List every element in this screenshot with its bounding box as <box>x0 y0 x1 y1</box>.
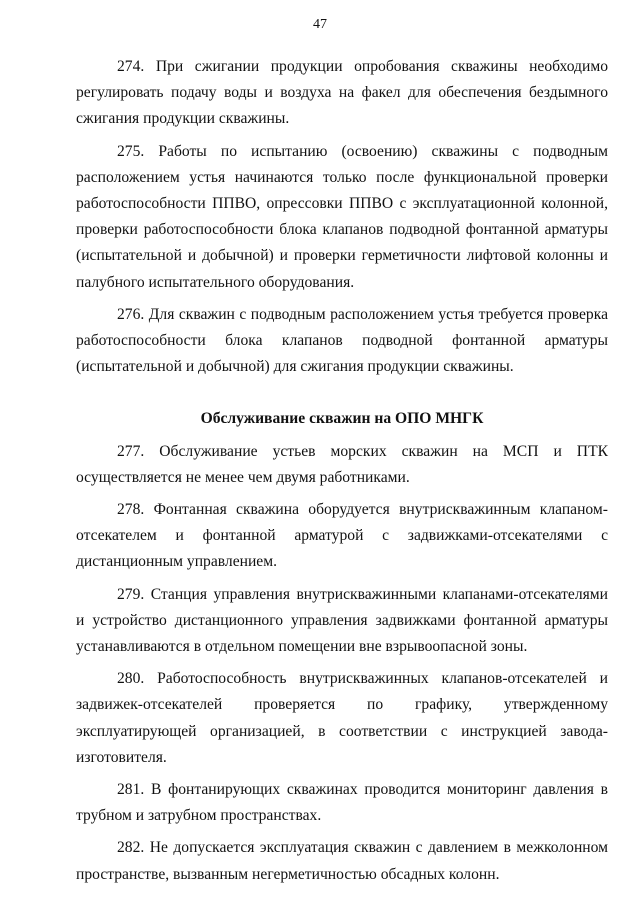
paragraph-278: 278. Фонтанная скважина оборудуется внутрискважинным клапаном-отсекателем и фонтанной арматурой с задвижками-отсекателями с дистанционным управлением. <box>76 501 608 571</box>
paragraph-275: 275. Работы по испытанию (освоению) скважины с подводным расположением устья начинаются только после функциональной проверки работоспособности ППВО, опрессовки ППВО с эксплуатационной колонной, проверки работоспособности блока клапанов подводной фонтанной арматуры (испытательной и добычной) и проверки герметичности лифтовой колонны и палубного испытательного оборудования. <box>76 142 608 291</box>
paragraph-281: 281. В фонтанирующих скважинах проводится мониторинг давления в трубном и затрубном пространствах. <box>76 781 608 825</box>
paragraph-282: 282. Не допускается эксплуатация скважин с давлением в межколонном пространстве, вызванным негерметичностью обсадных колонн. <box>76 839 608 883</box>
page-number: 47 <box>313 17 327 32</box>
document-body <box>76 54 608 894</box>
paragraph-279: 279. Станция управления внутрискважинными клапанами-отсекателями и устройство дистанционного управления задвижками фонтанной арматуры устанавливаются в отдельном помещении вне взрывоопасной зоны. <box>76 585 608 656</box>
paragraph-276: 276. Для скважин с подводным расположением устья требуется проверка работоспособности блока клапанов подводной фонтанной арматуры (испытательной и добычной) для сжигания продукции скважины. <box>76 305 608 376</box>
paragraph-274: 274. При сжигании продукции опробования скважины необходимо регулировать подачу воды и воздуха на факел для обеспечения бездымного сжигания продукции скважины. <box>76 58 608 128</box>
paragraph-277: 277. Обслуживание устьев морских скважин на МСП и ПТК осуществляется не менее чем двумя работниками. <box>76 442 608 486</box>
section-heading: Обслуживание скважин на ОПО МНГК <box>200 410 484 428</box>
paragraph-280: 280. Работоспособность внутрискважинных клапанов-отсекателей и задвижек-отсекателей проверяется по графику, утвержденному эксплуатирующей организацией, в соответствии с инструкцией завода-изготовителя. <box>76 670 608 766</box>
